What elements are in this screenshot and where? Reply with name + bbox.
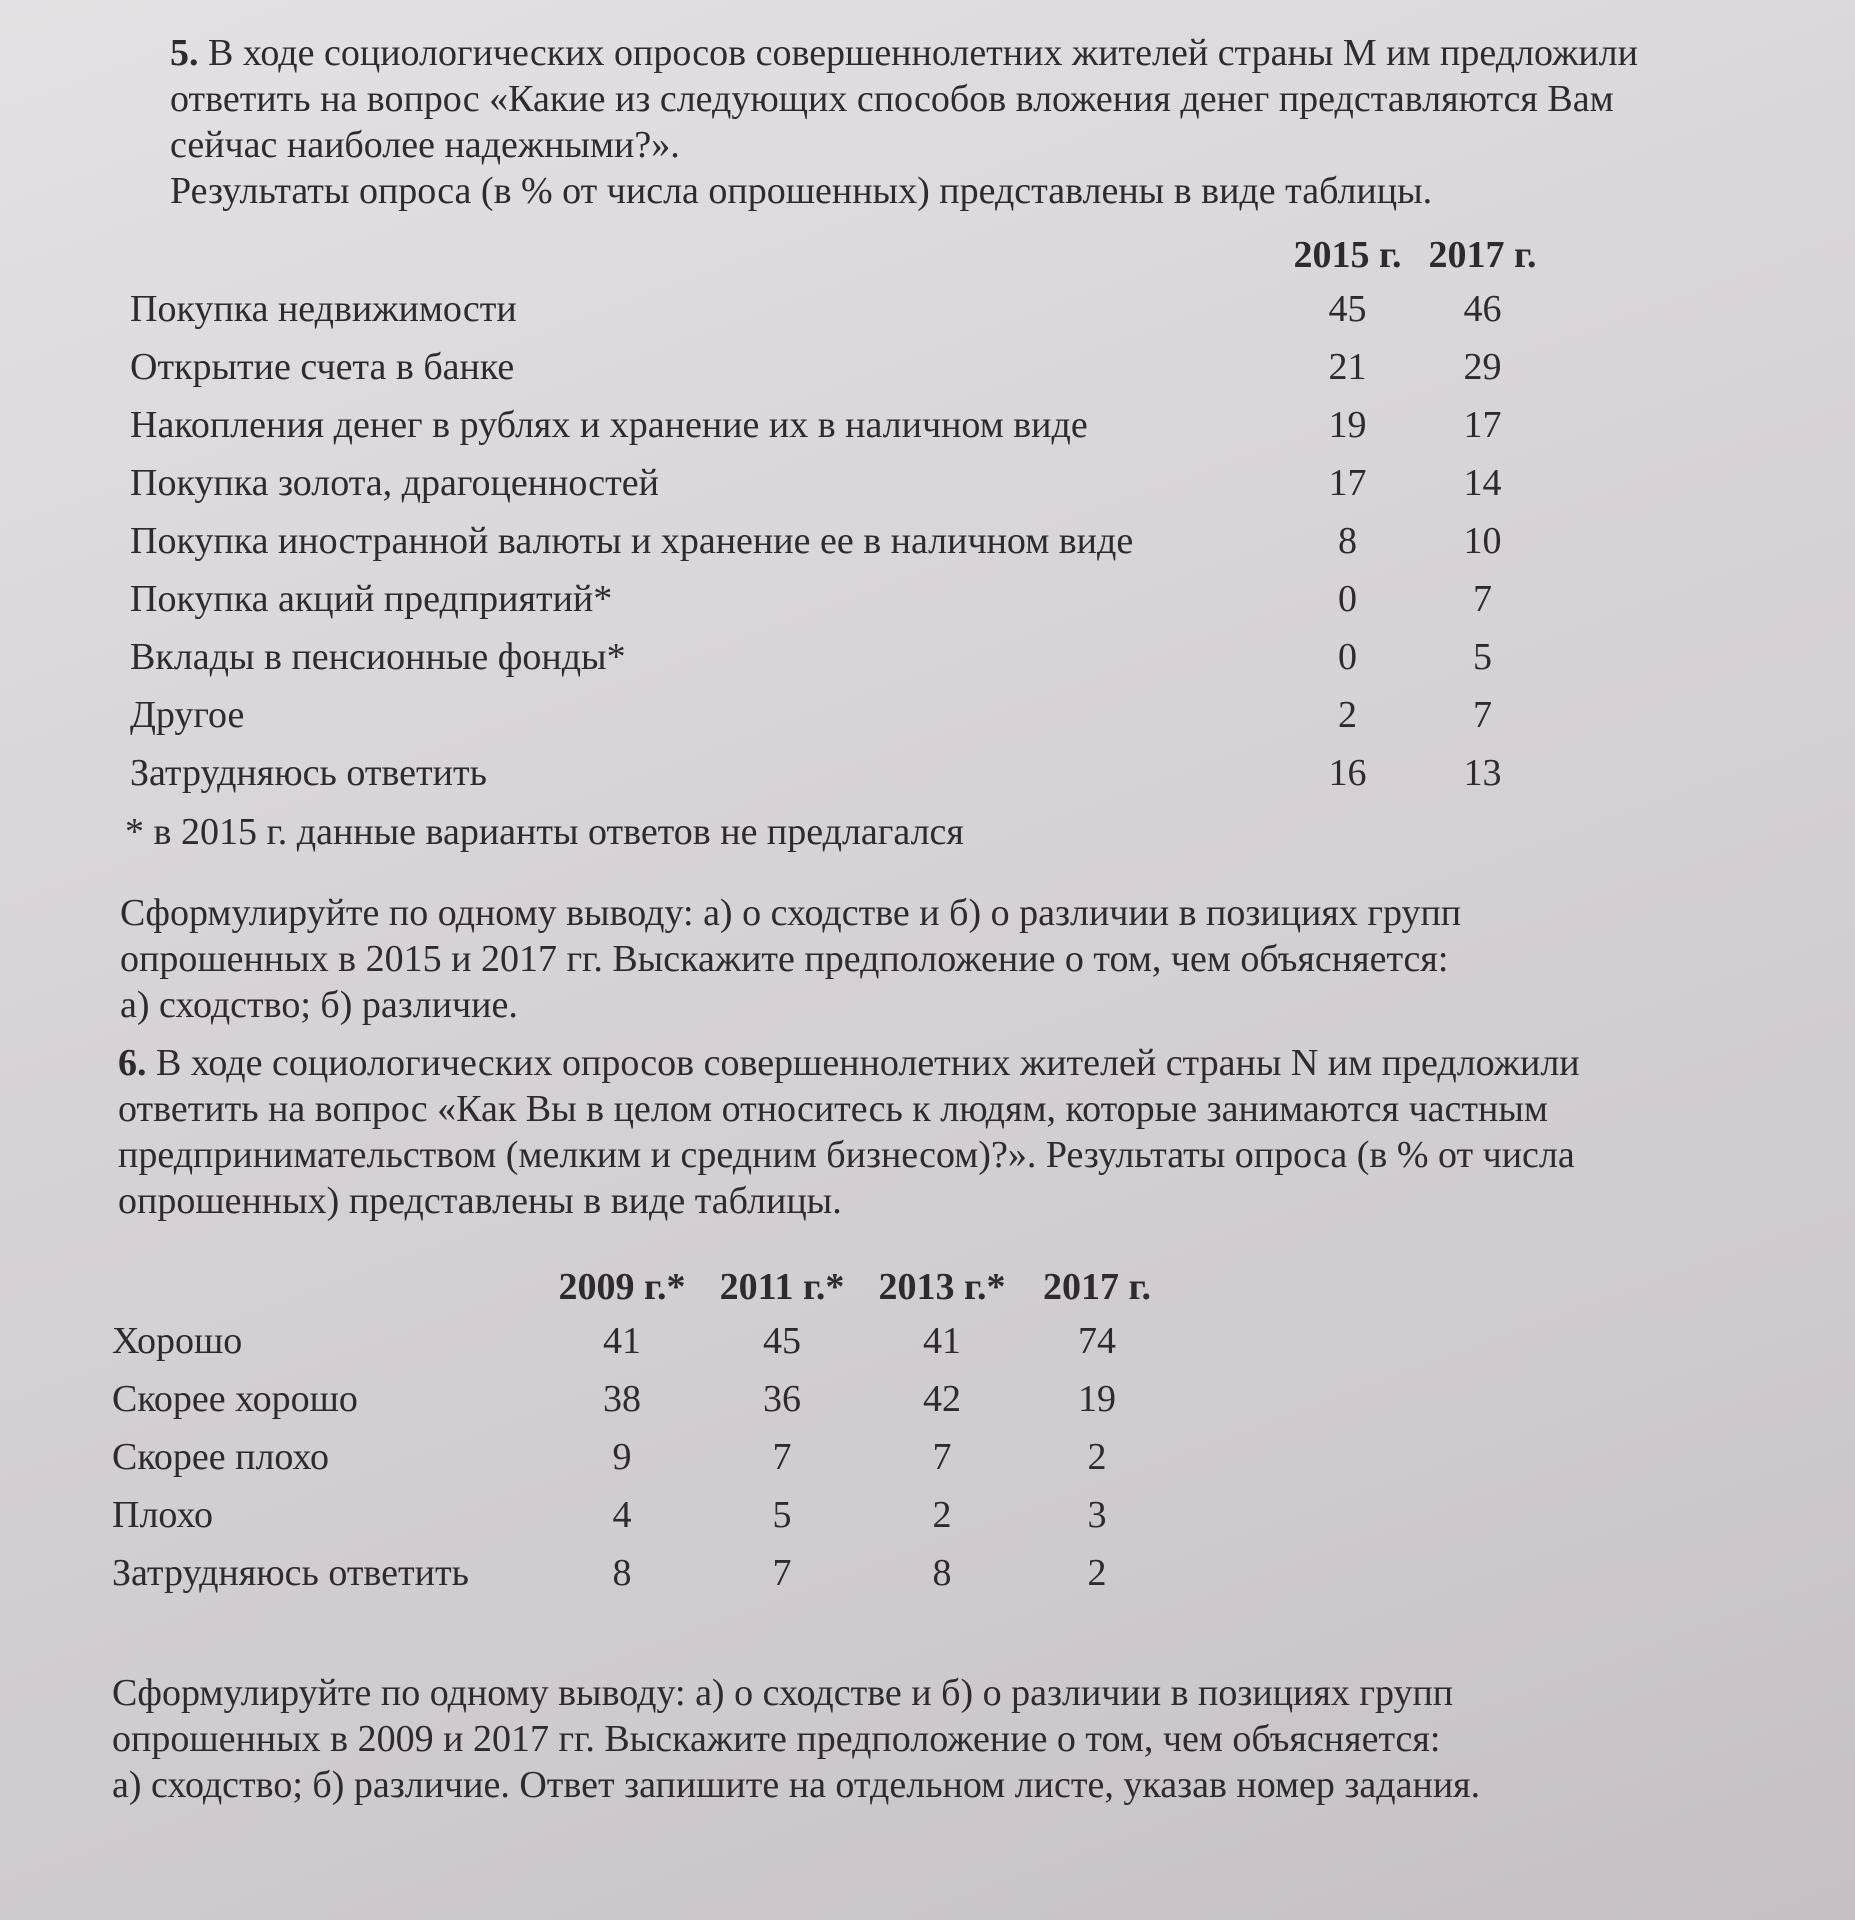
table-row — [130, 396, 1550, 454]
task6-question — [112, 1670, 1832, 1808]
cell-value: 8 — [932, 1552, 952, 1594]
task5-footnote: * в 2015 г. данные варианты ответов не предлагался — [125, 811, 964, 853]
table-row — [112, 1312, 1172, 1370]
cell-value: 9 — [612, 1436, 632, 1478]
row-label: Накопления денег в рублях и хранение их в наличном виде — [130, 404, 1088, 446]
table-row — [130, 454, 1550, 512]
cell-value: 3 — [1087, 1494, 1107, 1536]
cell-value: 19 — [1078, 1378, 1116, 1420]
row-label: Покупка иностранной валюты и хранение ее в наличном виде — [130, 520, 1134, 562]
table-row — [130, 280, 1550, 338]
cell-value: 19 — [1328, 404, 1367, 446]
task5-question-line: а) сходство; б) различие. — [120, 984, 518, 1026]
cell-value: 45 — [763, 1320, 801, 1362]
task5-intro-line: ответить на вопрос «Какие из следующих способов вложения денег представляются Вам — [170, 78, 1614, 120]
task5-intro-line: В ходе социологических опросов совершеннолетних жителей страны М им предложили — [208, 32, 1638, 74]
task6-intro-line: ответить на вопрос «Как Вы в целом относитесь к людям, которые занимаются частным — [118, 1088, 1548, 1130]
cell-value: 41 — [923, 1320, 961, 1362]
task5-intro-line: сейчас наиболее надежными?». — [170, 124, 680, 166]
cell-value: 17 — [1328, 462, 1367, 504]
cell-value: 5 — [772, 1494, 792, 1536]
cell-value: 7 — [1473, 694, 1492, 736]
table-row — [130, 744, 1550, 802]
table-row — [112, 1428, 1172, 1486]
task5-number: 5. — [170, 32, 199, 74]
task5-question-line: Сформулируйте по одному выводу: а) о сходстве и б) о различии в позициях групп — [120, 892, 1462, 934]
cell-value: 8 — [1338, 520, 1357, 562]
task6-question-line: опрошенных в 2009 и 2017 гг. Выскажите предположение о том, чем объясняется: — [112, 1718, 1441, 1760]
cell-value: 36 — [763, 1378, 801, 1420]
cell-value: 8 — [612, 1552, 632, 1594]
cell-value: 13 — [1463, 752, 1502, 794]
table-row — [112, 1486, 1172, 1544]
cell-value: 7 — [772, 1552, 792, 1594]
table-row — [130, 686, 1550, 744]
cell-value: 74 — [1078, 1320, 1116, 1362]
cell-value: 2 — [1087, 1436, 1107, 1478]
row-label: Покупка золота, драгоценностей — [130, 462, 659, 504]
row-label: Другое — [130, 694, 245, 736]
column-header: 2009 г.* — [558, 1266, 686, 1308]
table-header-row — [112, 1262, 1172, 1312]
column-header: 2017 г. — [1043, 1266, 1151, 1308]
row-label: Покупка акций предприятий* — [130, 578, 613, 620]
cell-value: 10 — [1463, 520, 1502, 562]
cell-value: 14 — [1463, 462, 1502, 504]
column-header: 2013 г.* — [878, 1266, 1006, 1308]
task5-intro — [170, 30, 1810, 214]
cell-value: 5 — [1473, 636, 1492, 678]
table-header-row — [130, 230, 1550, 280]
table-row — [130, 512, 1550, 570]
row-label: Затрудняюсь ответить — [130, 752, 487, 794]
task5-question — [120, 890, 1800, 1028]
task6-question-line: Сформулируйте по одному выводу: а) о сходстве и б) о различии в позициях групп — [112, 1672, 1454, 1714]
cell-value: 2 — [932, 1494, 952, 1536]
cell-value: 46 — [1463, 288, 1502, 330]
task6-table — [112, 1262, 1172, 1602]
cell-value: 2 — [1087, 1552, 1107, 1594]
column-header: 2017 г. — [1428, 234, 1537, 276]
cell-value: 4 — [612, 1494, 632, 1536]
task6-intro-line: В ходе социологических опросов совершеннолетних жителей страны N им предложили — [156, 1042, 1580, 1084]
column-header: 2011 г.* — [719, 1266, 845, 1308]
cell-value: 45 — [1328, 288, 1367, 330]
table-row — [112, 1370, 1172, 1428]
cell-value: 17 — [1463, 404, 1502, 446]
task6-question-line: а) сходство; б) различие. Ответ запишите на отдельном листе, указав номер задания. — [112, 1764, 1481, 1806]
row-label: Плохо — [112, 1494, 214, 1536]
task5-question-line: опрошенных в 2015 и 2017 гг. Выскажите предположение о том, чем объясняется: — [120, 938, 1449, 980]
task5-table — [130, 230, 1550, 802]
table-row — [112, 1544, 1172, 1602]
row-label: Открытие счета в банке — [130, 346, 515, 388]
table-row — [130, 628, 1550, 686]
row-label: Скорее плохо — [112, 1436, 330, 1478]
row-label: Затрудняюсь ответить — [112, 1552, 469, 1594]
row-label: Скорее хорошо — [112, 1378, 358, 1420]
cell-value: 0 — [1338, 578, 1357, 620]
task6-intro — [118, 1040, 1818, 1224]
cell-value: 0 — [1338, 636, 1357, 678]
task6-intro-line: опрошенных) представлены в виде таблицы. — [118, 1180, 842, 1222]
cell-value: 16 — [1328, 752, 1367, 794]
cell-value: 21 — [1328, 346, 1367, 388]
table-row — [130, 338, 1550, 396]
cell-value: 29 — [1463, 346, 1502, 388]
cell-value: 41 — [603, 1320, 641, 1362]
task6-number: 6. — [118, 1042, 147, 1084]
cell-value: 7 — [772, 1436, 792, 1478]
cell-value: 7 — [1473, 578, 1492, 620]
task5-intro-line: Результаты опроса (в % от числа опрошенных) представлены в виде таблицы. — [170, 170, 1433, 212]
row-label: Вклады в пенсионные фонды* — [130, 636, 626, 678]
row-label: Хорошо — [112, 1320, 243, 1362]
cell-value: 42 — [923, 1378, 961, 1420]
cell-value: 7 — [932, 1436, 952, 1478]
table-row — [130, 570, 1550, 628]
cell-value: 38 — [603, 1378, 641, 1420]
column-header: 2015 г. — [1293, 234, 1402, 276]
task6-intro-line: предпринимательством (мелким и средним бизнесом)?». Результаты опроса (в % от числа — [118, 1134, 1575, 1176]
row-label: Покупка недвижимости — [130, 288, 517, 330]
cell-value: 2 — [1338, 694, 1357, 736]
